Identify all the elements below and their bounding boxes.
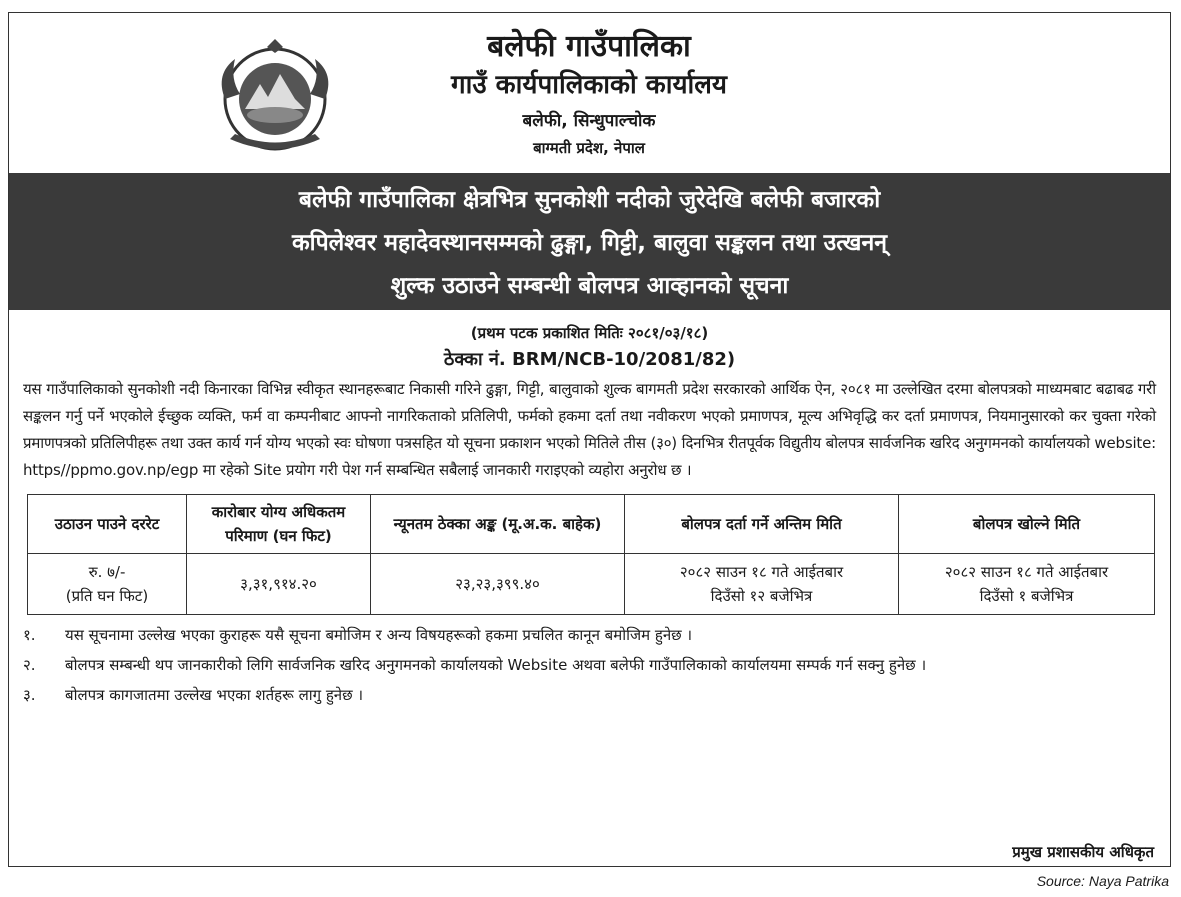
note-text: बोलपत्र कागजातमा उल्लेख भएका शर्तहरू लागु हुनेछ । xyxy=(65,686,364,704)
office-title: गाउँ कार्यपालिकाको कार्यालय xyxy=(451,70,727,100)
header-quantity: कारोबार योग्य अधिकतम परिमाण (घन फिट) xyxy=(187,495,371,554)
signature: प्रमुख प्रशासकीय अधिकृत xyxy=(1012,843,1154,861)
banner-line-2: कपिलेश्वर महादेवस्थानसम्मको ढुङ्गा, गिट्टी, बालुवा सङ्कलन तथा उत्खनन् xyxy=(291,230,888,256)
note-text: यस सूचनामा उल्लेख भएका कुराहरू यसै सूचना बमोजिम र अन्य विषयहरूको हकमा प्रचलित कानून बमोजिम हुनेछ । xyxy=(65,626,693,644)
notice-banner xyxy=(9,173,1170,310)
rate-value: रु. ७/- xyxy=(88,563,126,581)
note-number: ३. xyxy=(23,686,36,704)
cell-quantity: ३,३१,९१४.२० xyxy=(187,554,371,615)
open-date: २०८२ साउन १८ गते आईतबार xyxy=(944,563,1109,581)
header-rate: उठाउन पाउने दररेट xyxy=(28,495,187,554)
note-text: बोलपत्र सम्बन्धी थप जानकारीको लिगि सार्वजनिक खरिद अनुगमनको कार्यालयको Website अथवा बलेफी गाउँपालिकाको कार्यालयमा सम्पर्क गर्न सक्नु हुनेछ । xyxy=(65,656,927,674)
note-number: १. xyxy=(23,626,36,644)
notice-header xyxy=(9,13,1170,173)
header-open-date: बोलपत्र खोल्ने मिति xyxy=(899,495,1155,554)
note-number: २. xyxy=(23,656,36,674)
location-text: बलेफी, सिन्धुपाल्चोक xyxy=(522,111,656,131)
table-row xyxy=(28,554,1155,615)
publication-date: (प्रथम पटक प्रकाशित मितिः २०८१/०३/१८) xyxy=(470,324,709,342)
submit-time: दिउँसो १२ बजेभित्र xyxy=(710,587,813,605)
source-credit: Source: Naya Patrika xyxy=(1036,873,1169,889)
list-item xyxy=(23,621,1156,649)
rate-unit: (प्रति घन फिट) xyxy=(65,587,149,605)
bid-table xyxy=(27,494,1155,615)
banner-line-1: बलेफी गाउँपालिका क्षेत्रभित्र सुनकोशी नदीको जुरेदेखि बलेफी बजारको xyxy=(298,187,881,213)
cell-open-date xyxy=(899,554,1155,615)
notice-frame xyxy=(8,12,1171,867)
contract-number: ठेक्का नं. BRM/NCB-10/2081/82) xyxy=(443,349,736,370)
municipality-title: बलेफी गाउँपालिका xyxy=(487,29,691,64)
submit-date: २०८२ साउन १८ गते आईतबार xyxy=(679,563,844,581)
province-text: बाग्मती प्रदेश, नेपाल xyxy=(533,139,645,157)
header-min-amount: न्यूनतम ठेक्का अङ्क (मू.अ.क. बाहेक) xyxy=(371,495,625,554)
cell-submit-date xyxy=(625,554,899,615)
open-time: दिउँसो १ बजेभित्र xyxy=(979,587,1074,605)
cell-min-amount: २३,२३,३९९.४० xyxy=(371,554,625,615)
header-submit-date: बोलपत्र दर्ता गर्ने अन्तिम मिति xyxy=(625,495,899,554)
table-header-row xyxy=(28,495,1155,554)
cell-rate xyxy=(28,554,187,615)
banner-line-3: शुल्क उठाउने सम्बन्धी बोलपत्र आव्हानको सूचना xyxy=(390,273,789,299)
list-item xyxy=(23,681,1156,709)
notice-body: यस गाउँपालिकाको सुनकोशी नदी किनारका विभिन्न स्वीकृत स्थानहरूबाट निकासी गरिने ढुङ्गा, गिट्टी, बालुवाको शुल्क बागमती प्रदेश सरकारको आर्थिक ऐन, २०८१ मा उल्लेखित दरमा बोलपत्रको माध्यमबाट बढाबढ गरी सङ्कलन गर्नु पर्ने भएकोले ईच्छुक व्यक्ति, फर्म वा कम्पनीबाट आफ्नो नागरिकताको प्रतिलिपी, फर्मको हकमा दर्ता तथा नवीकरण भएको प्रमाणपत्र, मूल्य अभिवृद्धि कर दर्ता प्रमाणपत्र, नियमानुसारको कर चुक्ता गरेको प्रमाणपत्रको प्रतिलिपीहरू तथा उक्त कार्य गर्न योग्य भएको स्वः घोषणा पत्रसहित यो सूचना प्रकाशन भएको मितिले तीस (३०) दिनभित्र रीतपूर्वक विद्युतीय बोलपत्र सार्वजनिक खरिद अनुगमनको कार्यालयको website: https//ppmo.gov.np/egp मा रहेको Site प्रयोग गरी पेश गर्न सम्बन्धित सबैलाई जानकारी गराइएको व्यहोरा अनुरोध छ । xyxy=(23,380,1157,479)
list-item xyxy=(23,651,1156,679)
header-titles xyxy=(309,27,869,161)
notes-list xyxy=(9,615,1170,709)
